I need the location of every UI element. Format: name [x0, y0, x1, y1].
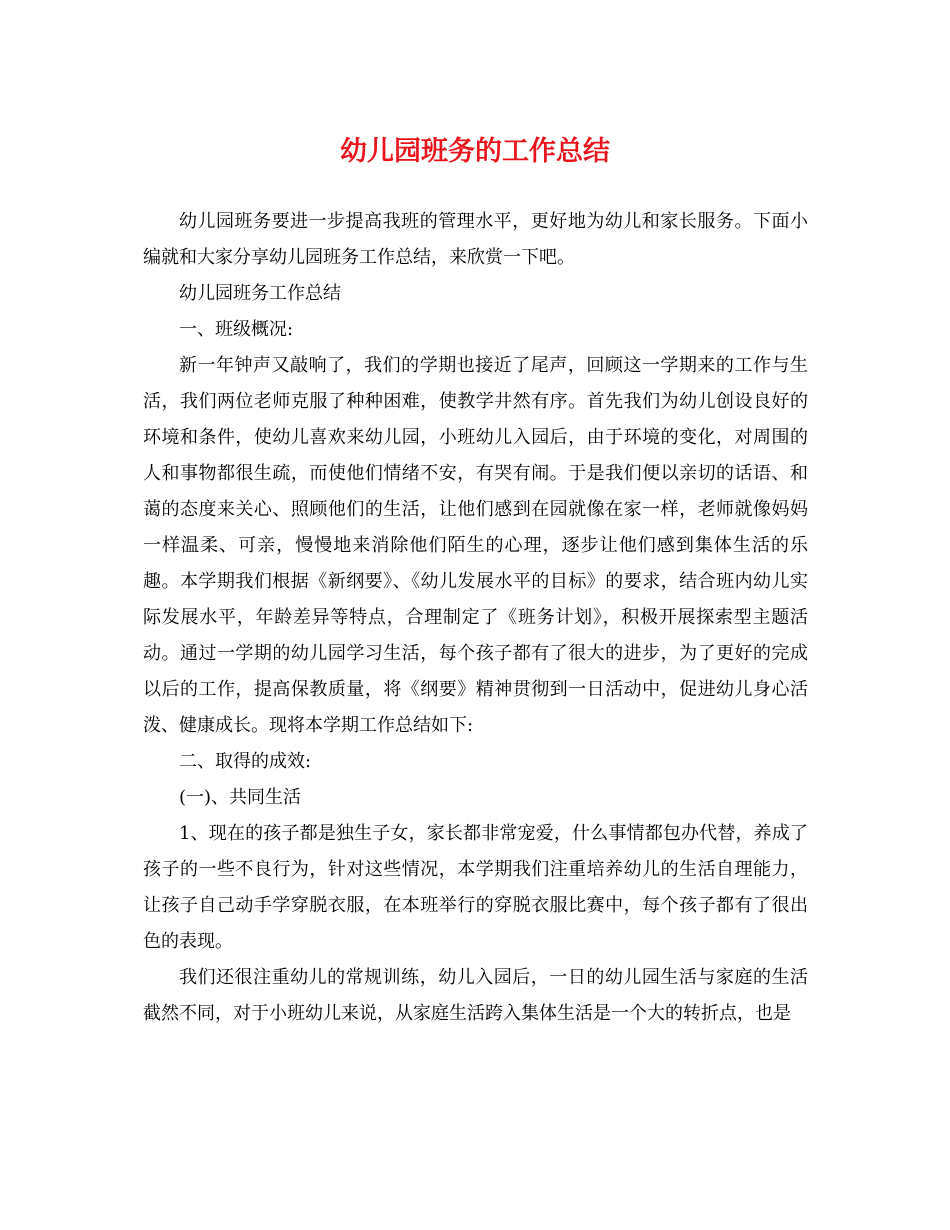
section-heading-class-overview: 一、班级概况:	[179, 319, 294, 340]
paragraph-subtitle: 幼儿园班务工作总结	[179, 283, 341, 304]
paragraph-class-overview: 新一年钟声又敲响了，我们的学期也接近了尾声，回顾这一学期来的工作与生活，我们两位老师克服了种种困难，使教学井然有序。首先我们为幼儿创设良好的环境和条件，使幼儿喜欢来幼儿园，小班幼儿入园后，由于环境的变化，对周围的人和事物都很生疏，而使他们情绪不安，有哭有闹。于是我们便以亲切的话语、和蔼的态度来关心、照顾他们的生活，让他们感到在园就像在家一样，老师就像妈妈一样温柔、可亲，慢慢地来消除他们陌生的心理，逐步让他们感到集体生活的乐趣。本学期我们根据《新纲要》、《幼儿发展水平的目标》的要求，结合班内幼儿实际发展水平，年龄差异等特点，合理制定了《班务计划》，积极开展探索型主题活动。通过一学期的幼儿园学习生活，每个孩子都有了很大的进步，为了更好的完成以后的工作，提高保教质量，将《纲要》精神贯彻到一日活动中，促进幼儿身心活泼、健康成长。现将本学期工作总结如下:	[143, 355, 808, 736]
section-heading-achievements: 二、取得的成效:	[179, 751, 312, 772]
paragraph-intro: 幼儿园班务要进一步提高我班的管理水平，更好地为幼儿和家长服务。下面小编就和大家分享幼儿园班务工作总结，来欣赏一下吧。	[143, 211, 808, 268]
paragraph-routine-training: 我们还很注重幼儿的常规训练，幼儿入园后，一日的幼儿园生活与家庭的生活截然不同，对于小班幼儿来说，从家庭生活跨入集体生活是一个大的转折点，也是	[143, 967, 808, 1024]
document-body	[143, 204, 808, 1032]
document-title: 幼儿园班务的工作总结	[340, 136, 610, 167]
subsection-heading-shared-life: (一)、共同生活	[179, 787, 302, 808]
paragraph-self-care: 1、现在的孩子都是独生子女，家长都非常宠爱，什么事情都包办代替，养成了孩子的一些不良行为，针对这些情况，本学期我们注重培养幼儿的生活自理能力，让孩子自己动手学穿脱衣服，在本班举行的穿脱衣服比赛中，每个孩子都有了很出色的表现。	[143, 823, 808, 952]
